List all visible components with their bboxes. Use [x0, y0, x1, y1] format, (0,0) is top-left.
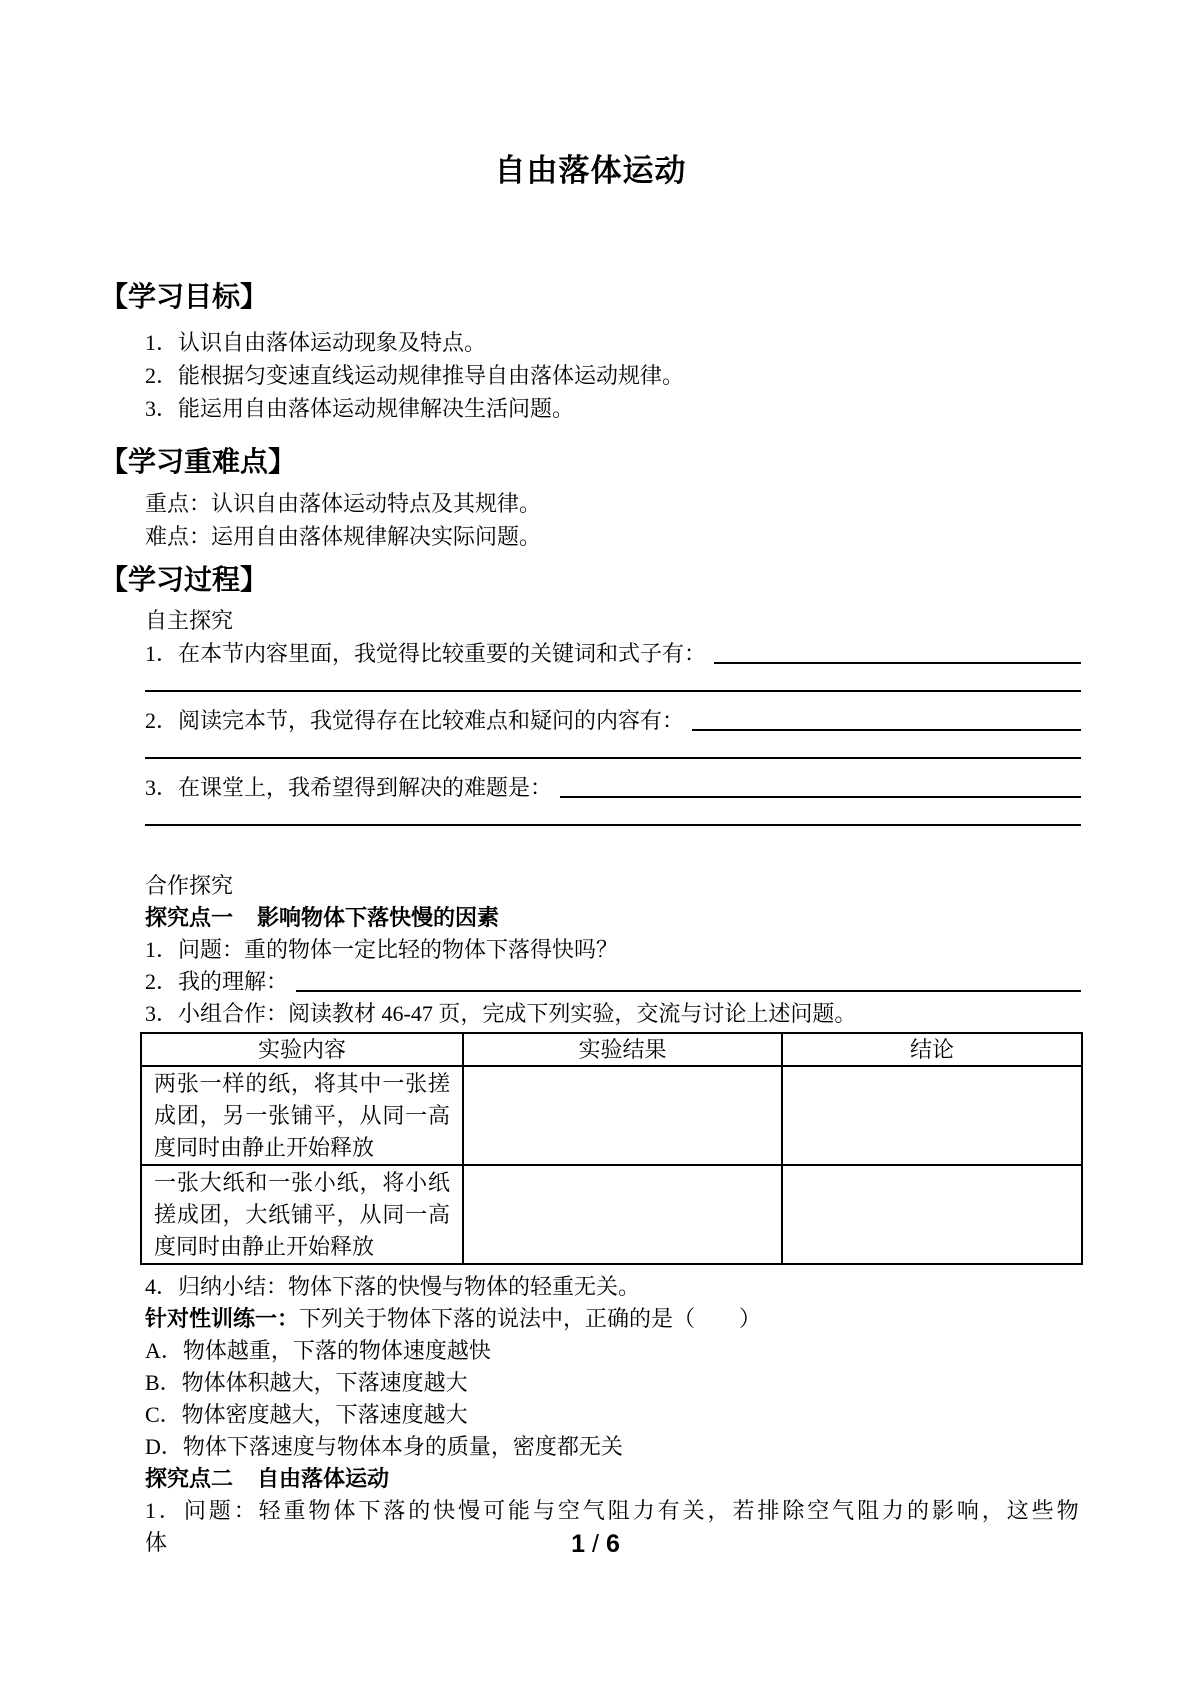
explore-point-2-title: 自由落体运动: [257, 1466, 390, 1491]
cooperative-label: 合作探究: [145, 873, 234, 898]
point1-question-2: [145, 966, 1081, 998]
option-a: A．物体越重，下落的物体速度越快: [145, 1338, 491, 1363]
blank-underline: [714, 662, 1081, 664]
answer-blank-line: [145, 824, 1081, 826]
self-study-question-3: [145, 771, 1081, 804]
point2-question-1: 1．问题：轻重物体下落的快慢可能与空气阻力有关，若排除空气阻力的影响，这些物体: [145, 1498, 1081, 1555]
explore-point-2-label: 探究点二: [145, 1466, 234, 1491]
answer-blank-line: [145, 757, 1081, 759]
page-footer: [0, 1528, 1191, 1560]
page-total: 6: [605, 1530, 620, 1558]
section-heading-objectives: 【学习目标】: [100, 282, 269, 313]
question-text: 1．在本节内容里面，我觉得比较重要的关键词和式子有：: [145, 641, 707, 666]
table-header-conclusion: 结论: [782, 1033, 1082, 1066]
table-header-row: [141, 1033, 1082, 1066]
option-b: B．物体体积越大，下落速度越大: [145, 1370, 468, 1395]
table-cell-conclusion: [782, 1066, 1082, 1165]
page-separator: /: [592, 1530, 599, 1558]
blank-underline: [296, 990, 1081, 992]
table-cell-content: 一张大纸和一张小纸，将小纸搓成团，大纸铺平，从同一高度同时由静止开始释放: [141, 1165, 463, 1264]
self-study-question-1: [145, 637, 1081, 670]
blank-underline: [692, 729, 1081, 731]
objective-item: 1．认识自由落体运动现象及特点。: [145, 330, 487, 355]
answer-blank-line: [145, 690, 1081, 692]
explore-point-1-label: 探究点一: [145, 905, 234, 930]
objective-item: 3．能运用自由落体运动规律解决生活问题。: [145, 396, 575, 421]
point1-summary: 4．归纳小结：物体下落的快慢与物体的轻重无关。: [145, 1274, 641, 1299]
explore-point-1-heading: [145, 902, 1081, 934]
objective-item: 2．能根据匀变速直线运动规律推导自由落体运动规律。: [145, 363, 685, 388]
explore-point-2-heading: [145, 1463, 1081, 1495]
question-text: 2．阅读完本节，我觉得存在比较难点和疑问的内容有：: [145, 708, 685, 733]
option-d: D．物体下落速度与物体本身的质量，密度都无关: [145, 1434, 623, 1459]
training-one-question: 下列关于物体下落的说法中，正确的是（ ）: [299, 1306, 762, 1331]
explore-point-1-title: 影响物体下落快慢的因素: [257, 905, 500, 930]
section-heading-key-points: 【学习重难点】: [100, 447, 297, 478]
table-row: [141, 1165, 1082, 1264]
key-point-item: 重点：认识自由落体运动特点及其规律。: [145, 491, 542, 516]
option-c: C．物体密度越大，下落速度越大: [145, 1402, 468, 1427]
training-one-label: 针对性训练一：: [145, 1306, 300, 1331]
table-row: [141, 1066, 1082, 1165]
table-header-content: 实验内容: [141, 1033, 463, 1066]
section-heading-process: 【学习过程】: [100, 565, 269, 596]
key-point-item: 难点：运用自由落体规律解决实际问题。: [145, 524, 542, 549]
page-title: 自由落体运动: [494, 153, 687, 188]
training-one-line: [145, 1303, 1081, 1335]
table-cell-conclusion: [782, 1165, 1082, 1264]
blank-underline: [560, 796, 1081, 798]
self-study-question-2: [145, 704, 1081, 737]
experiment-table: [140, 1032, 1083, 1265]
question-text: 2．我的理解：: [145, 969, 289, 994]
table-cell-result: [463, 1066, 782, 1165]
table-cell-content: 两张一样的纸，将其中一张搓成团，另一张铺平，从同一高度同时由静止开始释放: [141, 1066, 463, 1165]
point1-question-1: 1．问题：重的物体一定比轻的物体下落得快吗？: [145, 937, 619, 962]
self-study-label: 自主探究: [145, 608, 234, 633]
page-number: 1: [571, 1530, 586, 1558]
point1-question-3: 3．小组合作：阅读教材 46-47 页，完成下列实验，交流与讨论上述问题。: [145, 1001, 857, 1026]
table-header-result: 实验结果: [463, 1033, 782, 1066]
table-cell-result: [463, 1165, 782, 1264]
question-text: 3．在课堂上，我希望得到解决的难题是：: [145, 775, 553, 800]
